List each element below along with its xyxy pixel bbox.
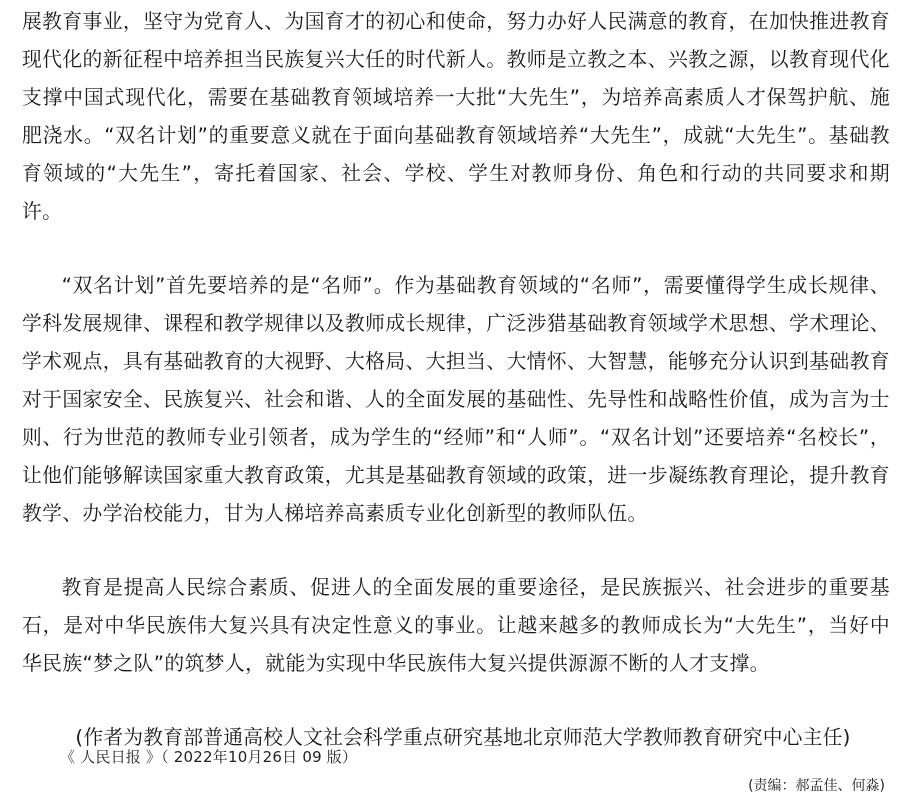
paragraph-1: 展教育事业，坚守为党育人、为国育才的初心和使命，努力办好人民满意的教育，在加快推进教育现代化的新征程中培养担当民族复兴大任的时代新人。教师是立教之本、兴教之源，以教育现代化支撑中国式现代化，需要在基础教育领域培养一大批“大先生”，为培养高素质人才保驾护航、施肥浇水。“双名计划”的重要意义就在于面向基础教育领域培养“大先生”，成就“大先生”。基础教育领域的“大先生”，寄托着国家、社会、学校、学生对教师身份、角色和行动的共同要求和期许。 [22,10,890,223]
author-note: (作者为教育部普通高校人文社会科学重点研究基地北京师范大学教师教育研究中心主任) [75,726,851,749]
paragraph-gap [22,231,890,267]
paragraph-gap [22,533,890,569]
source-line: 《 人民日报 》（ 2022年10月26日 09 版） [60,748,358,766]
article-body [22,0,890,757]
paragraph-3: 教育是提高人民综合素质、促进人的全面发展的重要途径，是民族振兴、社会进步的重要基石，是对中华民族伟大复兴具有决定性意义的事业。让越来越多的教师成长为“大先生”，当好中华民族“梦之队”的筑梦人，就能为实现中华民族伟大复兴提供源源不断的人才支撑。 [22,576,890,675]
paragraph-gap [22,683,890,719]
editor-line: (责编：郝孟佳、何淼) [748,778,885,794]
paragraph-2: “双名计划”首先要培养的是“名师”。作为基础教育领域的“名师”，需要懂得学生成长规律、学科发展规律、课程和教学规律以及教师成长规律，广泛涉猎基础教育领域学术思想、学术理论、学术观点，具有基础教育的大视野、大格局、大担当、大情怀、大智慧，能够充分认识到基础教育对于国家安全、民族复兴、社会和谐、人的全面发展的基础性、先导性和战略性价值，成为言为士则、行为世范的教师专业引领者，成为学生的“经师”和“人师”。“双名计划”还要培养“名校长”，让他们能够解读国家重大教育政策，尤其是基础教育领域的政策，进一步凝练教育理论，提升教育教学、办学治校能力，甘为人梯培养高素质专业化创新型的教师队伍。 [22,274,890,525]
